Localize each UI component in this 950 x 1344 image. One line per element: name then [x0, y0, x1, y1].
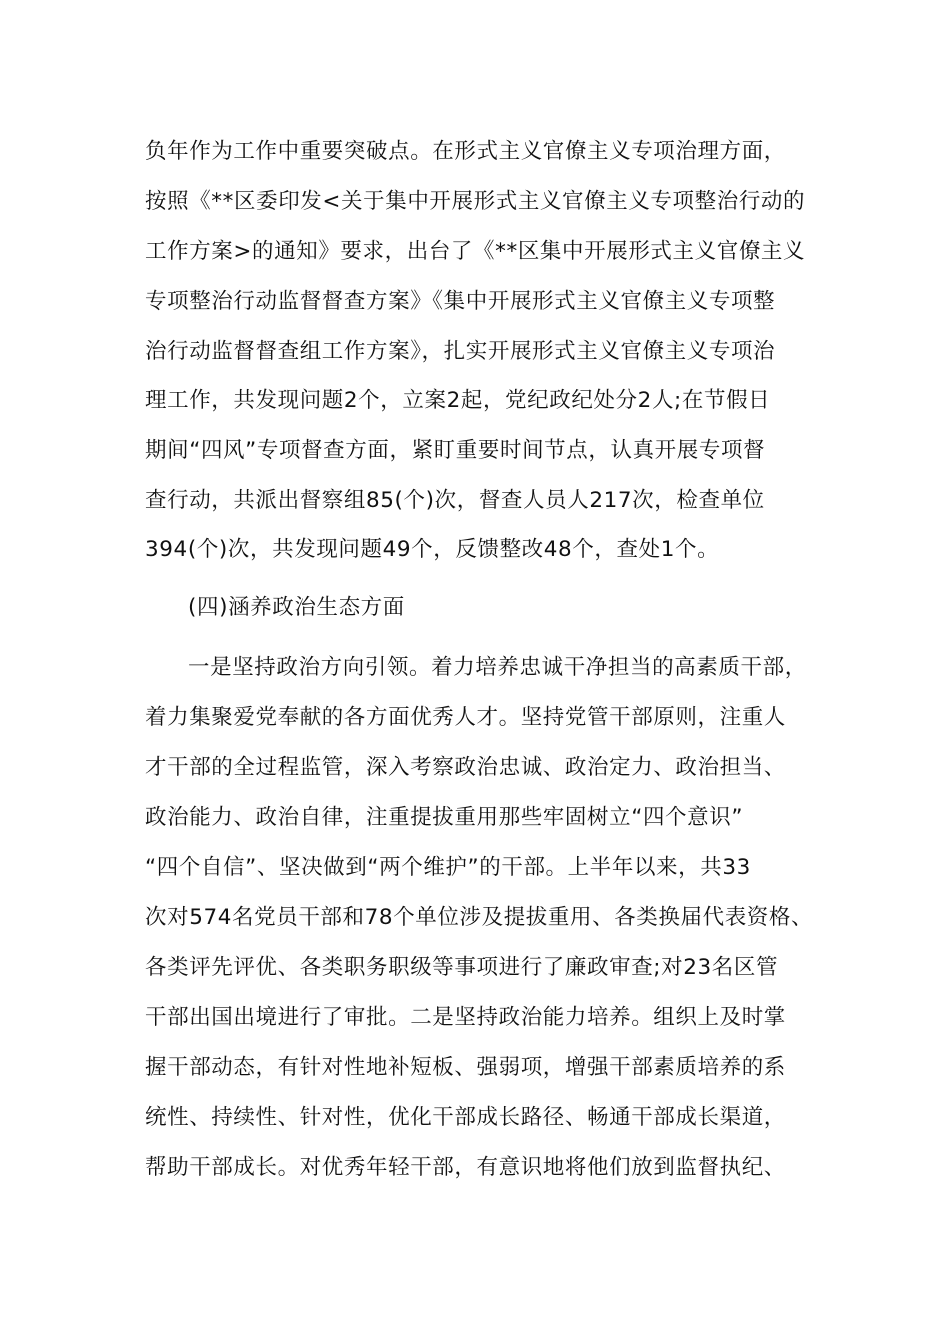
text-line: 工作方案>的通知》要求，出台了《**区集中开展形式主义官僚主义: [145, 239, 806, 264]
section-heading: (四)涵养政治生态方面: [188, 595, 405, 620]
text-line: 才干部的全过程监管，深入考察政治忠诚、政治定力、政治担当、: [145, 755, 786, 780]
text-line: 各类评先评优、各类职务职级等事项进行了廉政审查;对23名区管: [145, 955, 779, 980]
text-line: 负年作为工作中重要突破点。在形式主义官僚主义专项治理方面，: [145, 139, 786, 164]
text-line: 统性、持续性、针对性，优化干部成长路径、畅通干部成长渠道，: [145, 1105, 786, 1130]
text-line: 理工作，共发现问题2个，立案2起，党纪政纪处分2人;在节假日: [145, 388, 771, 413]
text-line: 按照《**区委印发<关于集中开展形式主义官僚主义专项整治行动的: [145, 189, 806, 214]
paragraph-first-line: 一是坚持政治方向引领。着力培养忠诚干净担当的高素质干部，: [188, 655, 807, 680]
text-line: 治行动监督督查组工作方案》，扎实开展形式主义官僚主义专项治: [145, 339, 776, 364]
text-line: 专项整治行动监督督查方案》《集中开展形式主义官僚主义专项整: [145, 289, 776, 314]
text-line: 查行动，共派出督察组85(个)次，督查人员人217次，检查单位: [145, 488, 765, 513]
text-line: 干部出国出境进行了审批。二是坚持政治能力培养。组织上及时掌: [145, 1005, 786, 1030]
text-line: “四个自信”、坚决做到“两个维护”的干部。上半年以来，共33: [145, 855, 751, 880]
text-line: 期间“四风”专项督查方面，紧盯重要时间节点，认真开展专项督: [145, 438, 766, 463]
text-line: 次对574名党员干部和78个单位涉及提拔重用、各类换届代表资格、: [145, 905, 814, 930]
text-line: 394(个)次，共发现问题49个，反馈整改48个，查处1个。: [145, 537, 720, 562]
text-line: 帮助干部成长。对优秀年轻干部，有意识地将他们放到监督执纪、: [145, 1155, 786, 1180]
text-line: 政治能力、政治自律，注重提拔重用那些牢固树立“四个意识”: [145, 805, 744, 830]
text-line: 着力集聚爱党奉献的各方面优秀人才。坚持党管干部原则，注重人: [145, 705, 786, 730]
text-line: 握干部动态，有针对性地补短板、强弱项，增强干部素质培养的系: [145, 1055, 786, 1080]
